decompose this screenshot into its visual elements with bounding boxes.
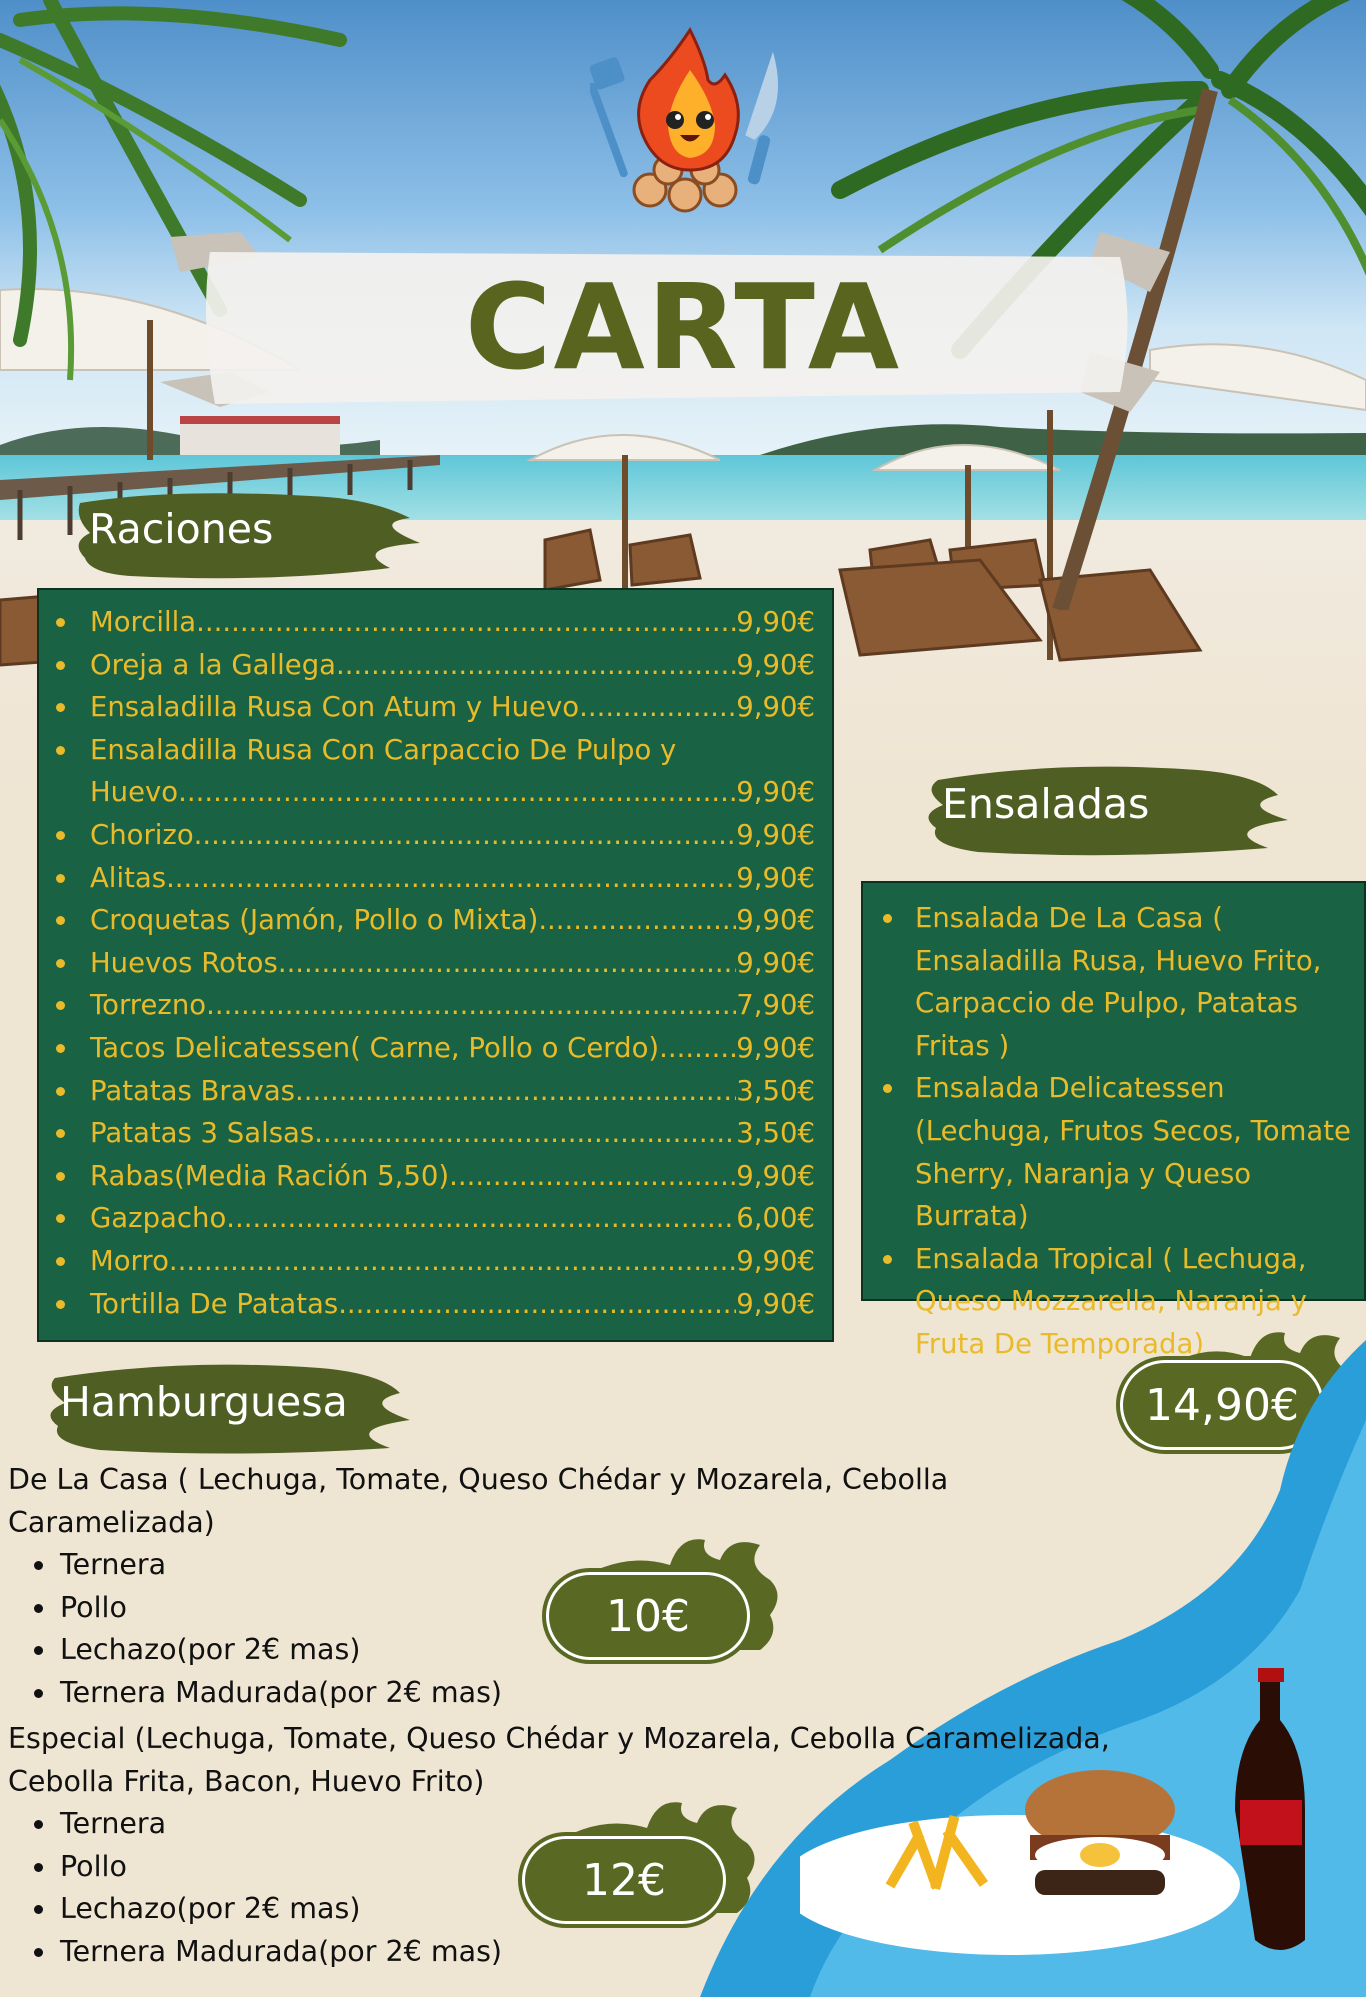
burger-option: Ternera Madurada(por 2€ mas) [8, 1672, 1128, 1715]
racion-price: 9,90€ [736, 1244, 815, 1277]
burger-especial-description-line1: Especial (Lechuga, Tomate, Queso Chédar y Mozarela, Cebolla Caramelizada, [8, 1722, 1110, 1755]
burger-casa-description: De La Casa ( Lechuga, Tomate, Queso Chédar y Mozarela, Cebolla Caramelizada) [8, 1463, 949, 1539]
racion-price: 3,50€ [736, 1074, 815, 1107]
racion-item [39, 686, 815, 729]
ensaladas-heading: Ensaladas [942, 780, 1150, 828]
dot-leader [196, 601, 736, 644]
dot-leader [226, 1197, 736, 1240]
racion-name: Croquetas (Jamón, Pollo o Mixta) [90, 904, 539, 937]
racion-price: 9,90€ [736, 861, 815, 894]
burger-option: Lechazo(por 2€ mas) [8, 1629, 1128, 1672]
racion-price: 9,90€ [736, 1031, 815, 1064]
racion-price: 9,90€ [736, 818, 815, 851]
ensalada-item: Ensalada Tropical ( Lechuga, Queso Mozzarella, Naranja y Fruta De Temporada) [863, 1238, 1364, 1366]
racion-item [39, 899, 815, 942]
racion-price: 9,90€ [736, 648, 815, 681]
racion-price: 9,90€ [736, 946, 815, 979]
racion-name: Alitas [90, 861, 167, 894]
racion-name: Torrezno [90, 989, 207, 1022]
racion-name: Patatas Bravas [90, 1074, 296, 1107]
dot-leader [659, 1027, 736, 1070]
racion-item [39, 771, 815, 814]
dot-leader [169, 1240, 736, 1283]
racion-price: 6,00€ [736, 1202, 815, 1235]
racion-item [39, 814, 815, 857]
racion-name: Ensaladilla Rusa Con Atum y Huevo [90, 691, 580, 724]
burger-option: Ternera [8, 1803, 1128, 1846]
burger-option: Ternera Madurada(por 2€ mas) [8, 1931, 1128, 1974]
racion-price: 9,90€ [736, 776, 815, 809]
burger-option: Ternera [8, 1544, 1128, 1587]
racion-name: Tortilla De Patatas [90, 1287, 339, 1320]
racion-item [39, 644, 815, 687]
dot-leader [538, 899, 736, 942]
racion-price: 9,90€ [736, 904, 815, 937]
dot-leader [295, 1070, 736, 1113]
burger-casa-price-badge: 10€ [546, 1572, 750, 1660]
ensaladas-list [863, 897, 1364, 1366]
racion-name: Chorizo [90, 818, 194, 851]
burger-especial-description-line2: Cebolla Frita, Bacon, Huevo Frito) [8, 1764, 485, 1798]
racion-price: 9,90€ [736, 1159, 815, 1192]
racion-item [39, 1197, 815, 1240]
burger-option: Lechazo(por 2€ mas) [8, 1888, 1128, 1931]
racion-item [39, 1112, 815, 1155]
raciones-heading: Raciones [89, 505, 274, 553]
racion-name: Tacos Delicatessen( Carne, Pollo o Cerdo) [90, 1031, 660, 1064]
racion-item [39, 1027, 815, 1070]
dot-leader [206, 984, 736, 1027]
dot-leader [579, 686, 736, 729]
racion-name: Rabas(Media Ración 5,50) [90, 1159, 450, 1192]
dot-leader [178, 771, 736, 814]
burger-option: Pollo [8, 1587, 1128, 1630]
racion-name: Patatas 3 Salsas [90, 1117, 315, 1150]
racion-price: 9,90€ [736, 606, 815, 638]
racion-name: Huevos Rotos [90, 946, 278, 979]
racion-name: Ensaladilla Rusa Con Carpaccio De Pulpo y [90, 733, 677, 766]
dot-leader [449, 1155, 736, 1198]
racion-price: 7,90€ [736, 989, 815, 1022]
dot-leader [338, 1283, 736, 1326]
raciones-list-box [37, 588, 834, 1342]
racion-item [39, 857, 815, 900]
fire-mascot-logo-icon [590, 20, 790, 220]
racion-item [39, 601, 815, 644]
dot-leader [336, 644, 736, 687]
racion-name: Oreja a la Gallega [90, 648, 336, 681]
racion-name: Gazpacho [90, 1202, 227, 1235]
burger-option: Pollo [8, 1846, 1128, 1889]
racion-price: 9,90€ [736, 1287, 815, 1320]
racion-price: 3,50€ [736, 1117, 815, 1150]
raciones-list [39, 601, 815, 1325]
racion-item [39, 1283, 815, 1326]
racion-name: Huevo [90, 776, 179, 809]
ensalada-item: Ensalada De La Casa ( Ensaladilla Rusa, Huevo Frito, Carpaccio de Pulpo, Patatas Fritas ) [863, 897, 1364, 1067]
racion-item [39, 1155, 815, 1198]
burger-especial-price-badge: 12€ [522, 1836, 726, 1924]
ensaladas-list-box [861, 881, 1366, 1360]
dot-leader [278, 942, 736, 985]
knife-icon [745, 50, 789, 185]
page-title: CARTA [464, 258, 902, 396]
racion-item [39, 1070, 815, 1113]
racion-item [39, 1240, 815, 1283]
racion-name: Morro [90, 1244, 169, 1277]
racion-item [39, 942, 815, 985]
dot-leader [166, 857, 736, 900]
racion-price: 9,90€ [736, 691, 815, 724]
dot-leader [314, 1112, 736, 1155]
dot-leader [194, 814, 737, 857]
racion-item [39, 984, 815, 1027]
racion-name: Morcilla [90, 606, 197, 638]
hamburguesa-heading: Hamburguesa [60, 1378, 348, 1426]
ensaladas-price-badge: 14,90€ [1120, 1360, 1324, 1450]
fork-icon [590, 56, 629, 178]
ensalada-item: Ensalada Delicatessen (Lechuga, Frutos Secos, Tomate Sherry, Naranja y Queso Burrata) [863, 1067, 1364, 1237]
racion-item-line1 [39, 729, 815, 772]
